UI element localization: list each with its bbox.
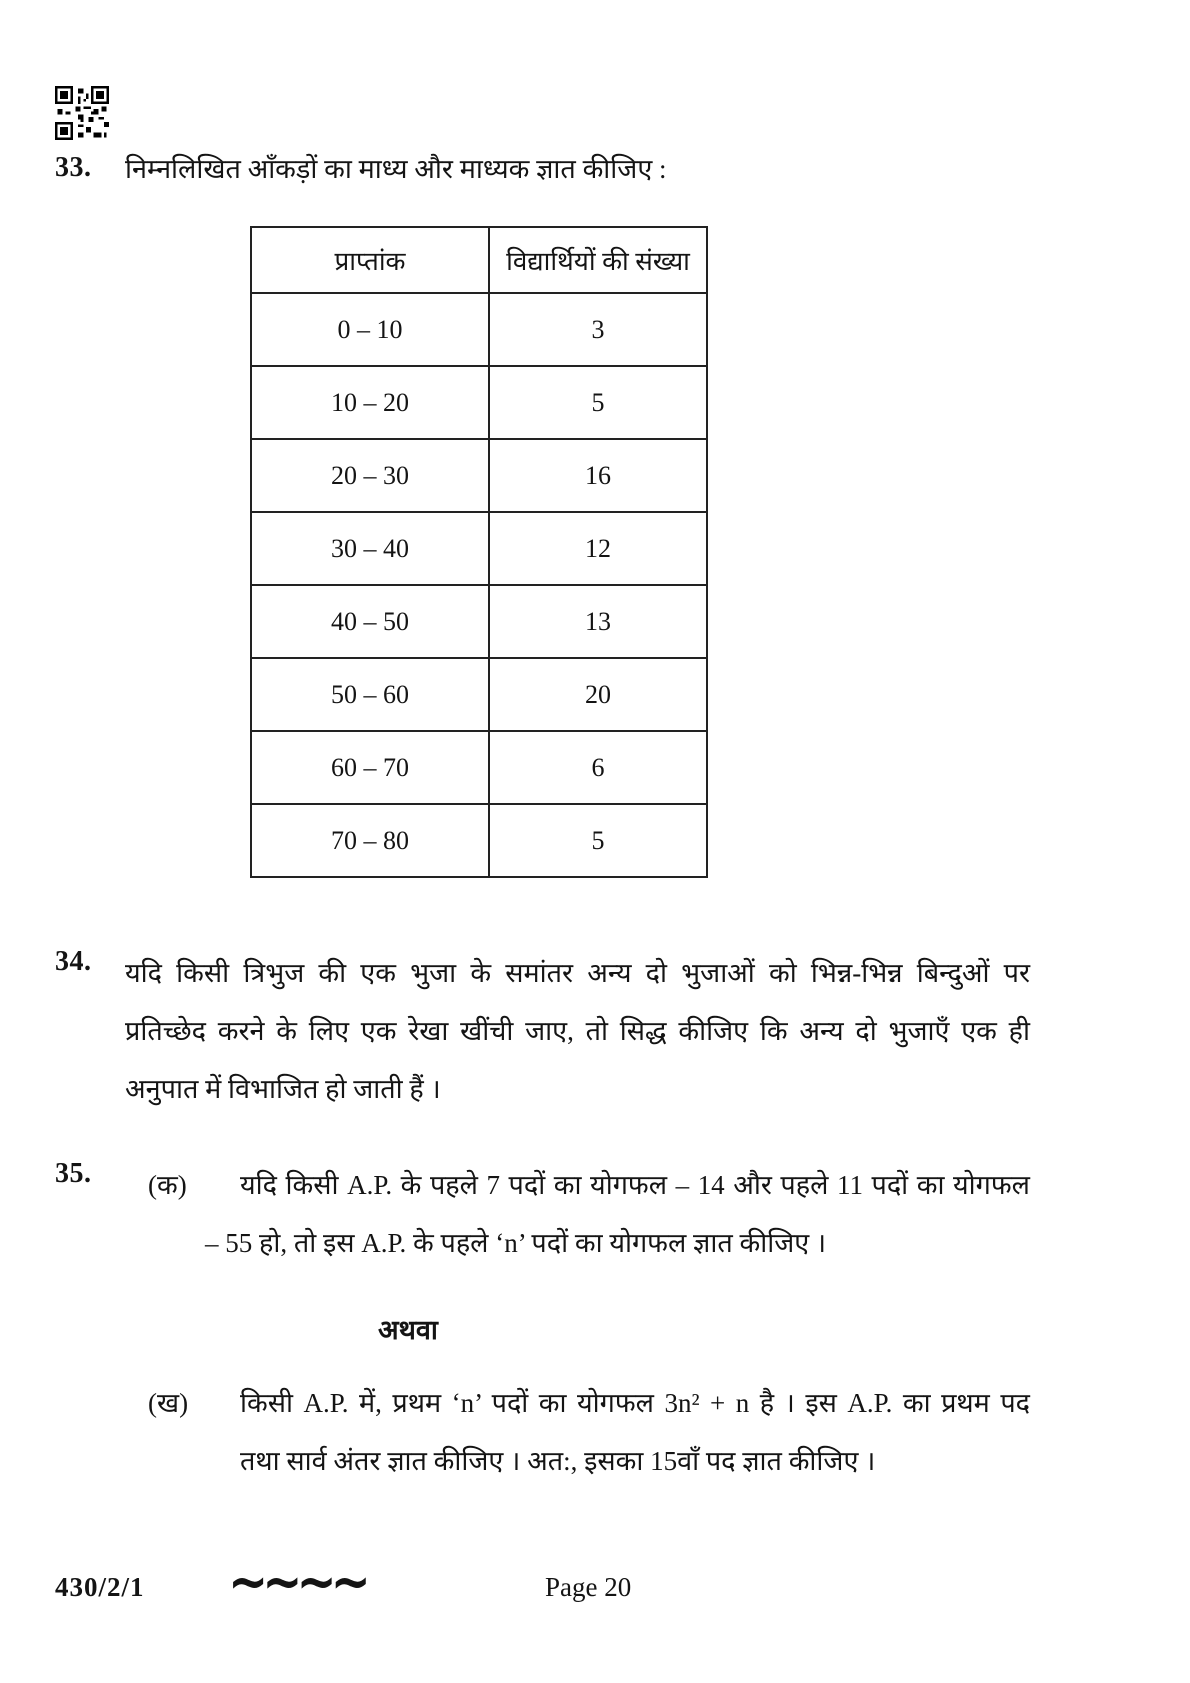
question-34-line: यदि किसी त्रिभुज की एक भुजा के समांतर अन्य दो भुजाओं को भिन्न-भिन्न बिन्दुओं पर bbox=[125, 958, 1030, 988]
question-33-number: 33. bbox=[55, 152, 92, 183]
table-row bbox=[251, 804, 707, 877]
question-34-line: प्रतिच्छेद करने के लिए एक रेखा खींची जाए, तो सिद्ध कीजिए कि अन्य दो भुजाएँ एक ही bbox=[125, 1016, 1030, 1046]
or-divider-label: अथवा bbox=[378, 1315, 438, 1345]
question-35a-line: यदि किसी A.P. के पहले 7 पदों का योगफल – 14 और पहले 11 पदों का योगफल bbox=[240, 1170, 1030, 1200]
table-header-row bbox=[251, 227, 707, 293]
question-34-number: 34. bbox=[55, 946, 92, 977]
marks-range-cell: 0 – 10 bbox=[251, 293, 489, 366]
question-34-text bbox=[125, 944, 1030, 1118]
marks-column-header: प्राप्तांक bbox=[251, 227, 489, 293]
paper-code: 430/2/1 bbox=[55, 1572, 145, 1602]
student-count-cell: 16 bbox=[489, 439, 707, 512]
table-row bbox=[251, 585, 707, 658]
table-row bbox=[251, 512, 707, 585]
table-row bbox=[251, 293, 707, 366]
marks-range-cell: 10 – 20 bbox=[251, 366, 489, 439]
table-row bbox=[251, 366, 707, 439]
table-row bbox=[251, 439, 707, 512]
student-count-cell: 5 bbox=[489, 804, 707, 877]
squiggle-mark: ~~~~ bbox=[228, 1549, 365, 1615]
student-count-cell: 6 bbox=[489, 731, 707, 804]
marks-range-cell: 40 – 50 bbox=[251, 585, 489, 658]
marks-range-cell: 30 – 40 bbox=[251, 512, 489, 585]
question-35b-line: किसी A.P. में, प्रथम ‘n’ पदों का योगफल 3n² + n है । इस A.P. का प्रथम पद bbox=[240, 1388, 1030, 1418]
question-35a-text bbox=[205, 1156, 1030, 1272]
part-a-label: (क) bbox=[148, 1170, 187, 1200]
question-34-line: अनुपात में विभाजित हो जाती हैं । bbox=[125, 1074, 441, 1104]
student-count-cell: 13 bbox=[489, 585, 707, 658]
student-count-cell: 3 bbox=[489, 293, 707, 366]
qr-code-icon bbox=[55, 86, 109, 140]
marks-frequency-table bbox=[250, 226, 708, 878]
question-35b-text bbox=[240, 1374, 1030, 1490]
page-footer bbox=[0, 1549, 1190, 1620]
students-column-header: विद्यार्थियों की संख्या bbox=[489, 227, 707, 293]
table-row bbox=[251, 731, 707, 804]
student-count-cell: 12 bbox=[489, 512, 707, 585]
page-number: Page 20 bbox=[545, 1572, 632, 1602]
question-35a-line: – 55 हो, तो इस A.P. के पहले ‘n’ पदों का योगफल ज्ञात कीजिए । bbox=[205, 1228, 827, 1258]
marks-range-cell: 50 – 60 bbox=[251, 658, 489, 731]
table-row bbox=[251, 658, 707, 731]
student-count-cell: 5 bbox=[489, 366, 707, 439]
marks-range-cell: 70 – 80 bbox=[251, 804, 489, 877]
marks-range-cell: 20 – 30 bbox=[251, 439, 489, 512]
student-count-cell: 20 bbox=[489, 658, 707, 731]
question-33-text: निम्नलिखित आँकड़ों का माध्य और माध्यक ज्ञात कीजिए : bbox=[125, 154, 667, 184]
part-b-label: (ख) bbox=[148, 1388, 189, 1418]
question-35b-line: तथा सार्व अंतर ज्ञात कीजिए । अत:, इसका 15वाँ पद ज्ञात कीजिए । bbox=[240, 1446, 876, 1476]
marks-range-cell: 60 – 70 bbox=[251, 731, 489, 804]
question-35-number: 35. bbox=[55, 1158, 92, 1189]
